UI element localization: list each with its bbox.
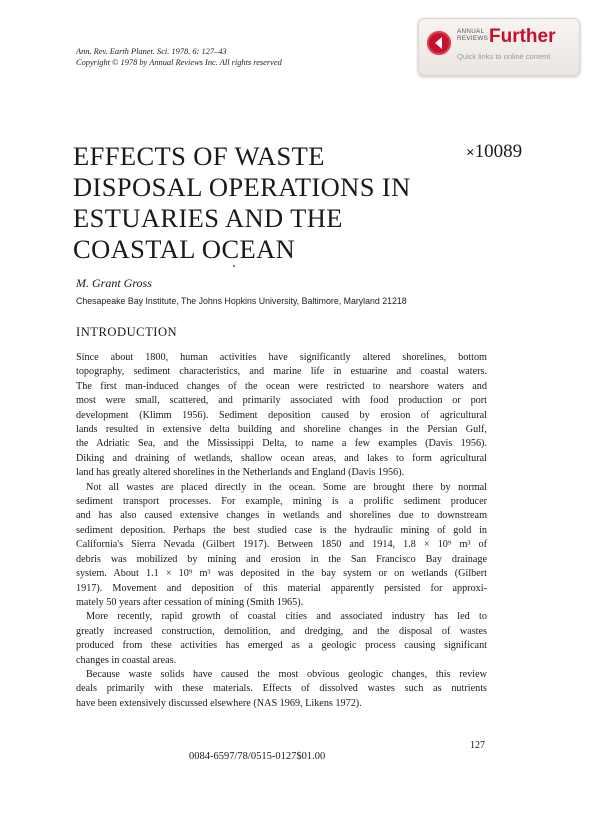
paragraph <box>76 668 487 711</box>
text-line: and has also caused extensive changes in wetlands and shorelines due to downstream <box>76 510 487 522</box>
text-line: California's Sierra Nevada (Gilbert 1917). Between 1850 and 1914, 1.8 × 10⁹ m³ of <box>76 539 487 551</box>
title-line: DISPOSAL OPERATIONS IN <box>73 172 411 202</box>
text-line: Since about 1800, human activities have significantly altered shorelines, bottom <box>76 352 487 363</box>
text-line: The first man-induced changes of the ocean were restricted to nearshore waters and <box>76 380 487 392</box>
text-line: the Adriatic Sea, and the Mississippi Delta, to name a few examples (Davis 1956). <box>76 438 487 450</box>
code-number: 10089 <box>474 141 523 162</box>
further-badge[interactable] <box>418 18 580 76</box>
title-line: EFFECTS OF WASTE <box>73 141 325 171</box>
text-line: Because waste solids have caused the most obvious geologic changes, this review <box>86 668 487 680</box>
text-line: mately 50 years after cessation of mining (Smith 1965). <box>76 596 304 608</box>
text-line: produced from these activities has emerged as a geologic process causing significant <box>76 640 487 652</box>
journal-reference <box>76 46 282 68</box>
text-line: land has greatly altered shorelines in the Netherlands and England (Davis 1956). <box>76 467 405 479</box>
author-affiliation: Chesapeake Bay Institute, The Johns Hopkins University, Baltimore, Maryland 21218 <box>76 296 407 306</box>
text-line: most were small, scattered, and primarily associated with food production or port <box>76 395 487 407</box>
text-line: system. About 1.1 × 10⁹ m³ was deposited in the bay system or on wetlands (Gilbert <box>76 568 487 580</box>
text-line: Diking and draining of wetlands, shallow ocean areas, and lakes to form agricultural <box>76 452 487 464</box>
further-subtitle: Quick links to online content <box>457 52 551 61</box>
code-mark: × <box>466 145 475 161</box>
article-code <box>466 141 522 163</box>
copyright-notice: Copyright © 1978 by Annual Reviews Inc. All rights reserved <box>76 58 282 67</box>
text-line: lands resulted in extensive delta building and shoreline changes in the Persian Gulf, <box>76 424 487 436</box>
stray-dot <box>233 265 235 267</box>
annual-reviews-logo-text: ANNUAL REVIEWS <box>457 28 489 42</box>
text-line: changes in coastal areas. <box>76 654 177 666</box>
footer-code: 0084-6597/78/0515-0127$01.00 <box>189 751 326 762</box>
paragraph <box>76 481 487 611</box>
paragraph <box>76 610 487 668</box>
title-line: COASTAL OCEAN <box>73 234 296 264</box>
journal-citation: Ann. Rev. Earth Planet. Sci. 1978. 6: 127–43 <box>76 47 227 56</box>
section-heading: INTRODUCTION <box>76 325 178 339</box>
text-line: greatly increased construction, demolition, and dredging, and the disposal of wastes <box>76 625 487 637</box>
play-icon <box>427 31 451 55</box>
text-line: More recently, rapid growth of coastal cities and associated industry has led to <box>86 611 487 623</box>
further-label: Further <box>489 26 556 47</box>
text-line: sediment transport processes. For example, mining is a prolific sediment producer <box>76 496 487 508</box>
text-line: Not all wastes are placed directly in the ocean. Some are brought there by normal <box>86 481 487 493</box>
page-number: 127 <box>470 740 485 751</box>
article-body <box>76 351 487 711</box>
author-name: M. Grant Gross <box>76 276 152 290</box>
text-line: 1917). Movement and deposition of this material apparently persisted for approxi- <box>76 582 487 594</box>
text-line: sediment deposition. Perhaps the best studied case is the hydraulic mining of gold in <box>76 524 487 536</box>
text-line: debris was mobilized by mining and erosion in the San Francisco Bay drainage <box>76 553 487 565</box>
title-line: ESTUARIES AND THE <box>73 203 343 233</box>
text-line: development (Klimm 1956). Sediment deposition caused by erosion of agricultural <box>76 409 487 421</box>
paragraph <box>76 351 487 481</box>
article-title <box>73 141 411 265</box>
text-line: deals primarily with these materials. Effects of dissolved wastes such as nutrients <box>76 683 487 695</box>
text-line: have been extensively discussed elsewhere (NAS 1969, Likens 1972). <box>76 697 362 709</box>
text-line: topography, sediment characteristics, and marine life in estuarine and coastal waters. <box>76 366 487 378</box>
